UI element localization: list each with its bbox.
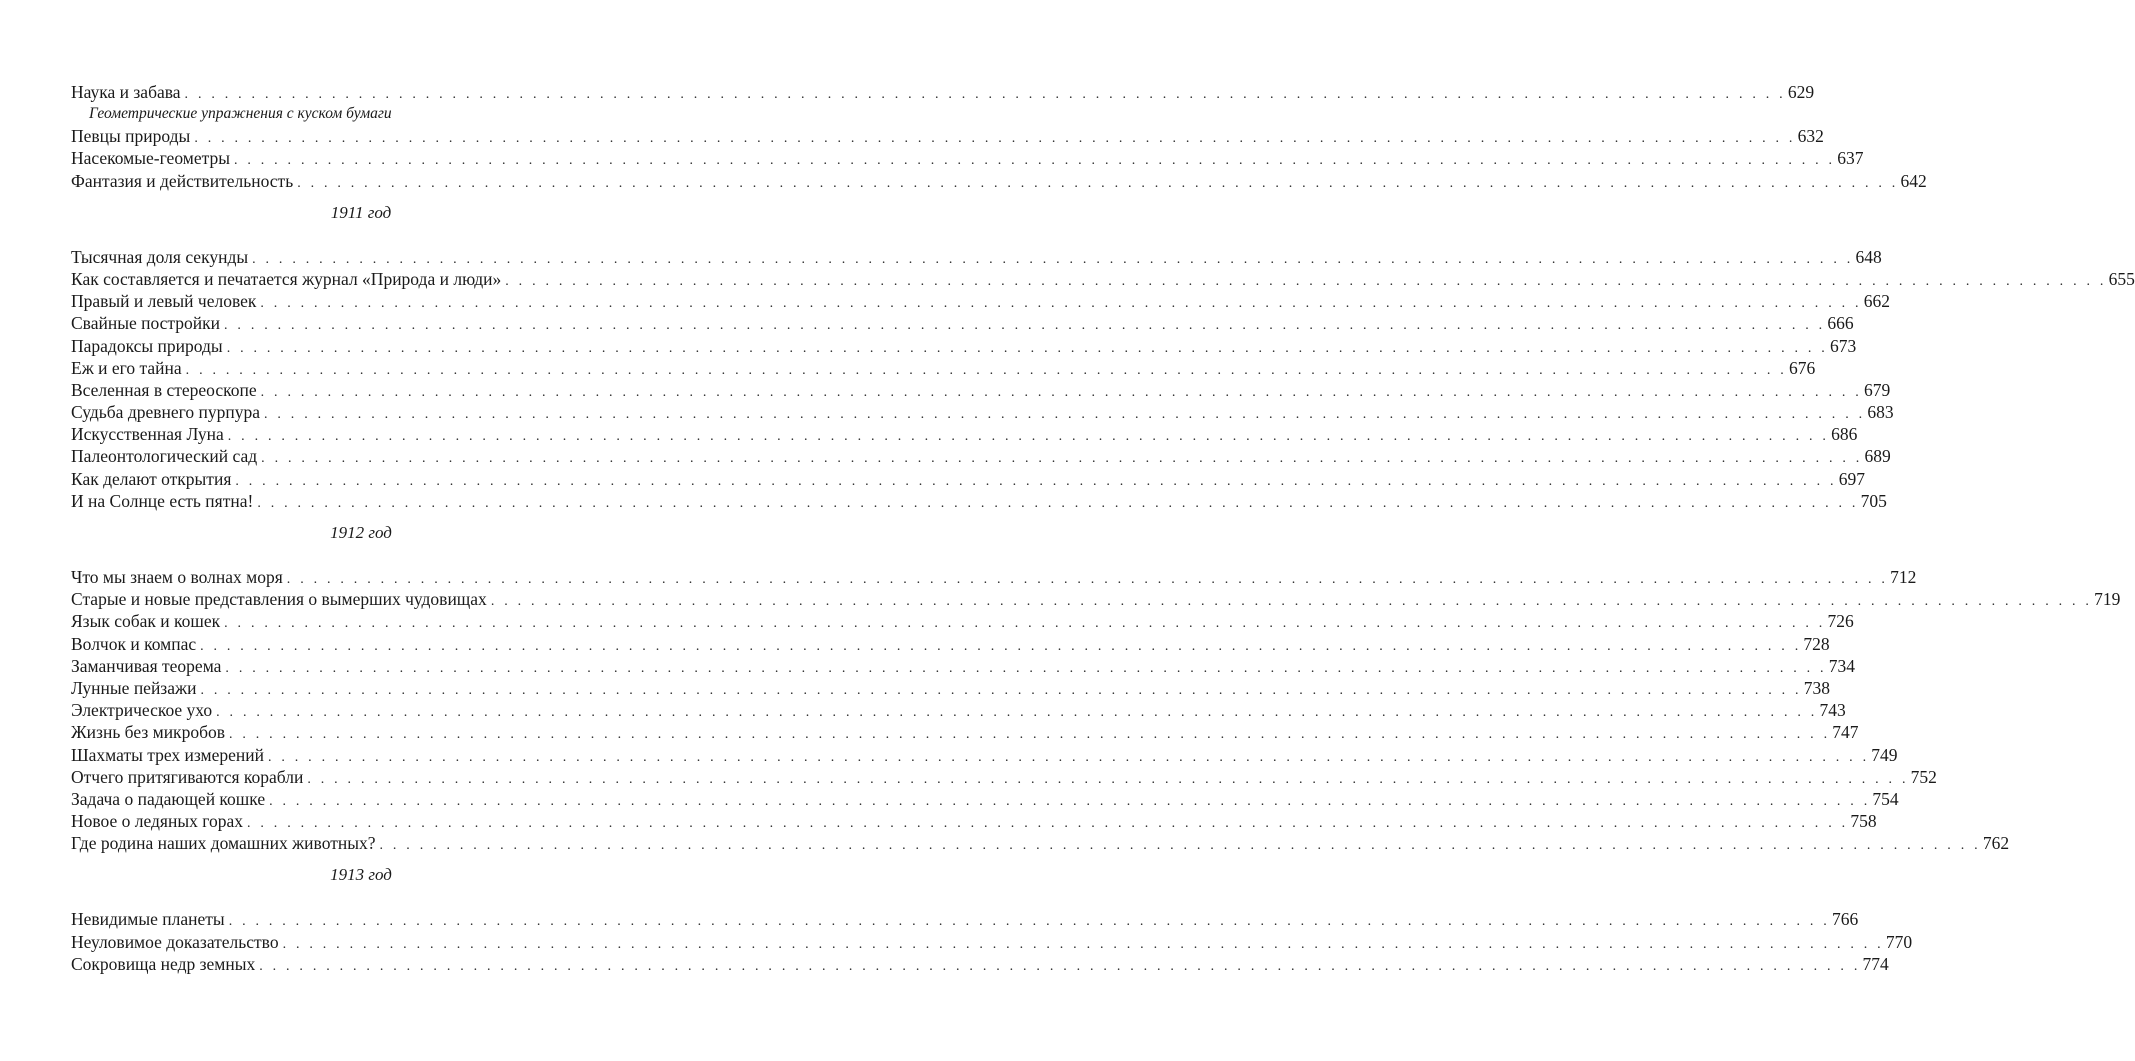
toc-section xyxy=(71,81,1927,192)
dot-leader: . . . . . . . . . . . . . . . . . . . . . . . . . . . . . . . . . . . . . . . . . . . . . . . . . . . . . . . . . . . . . . . . . . . . . . . . . . . . . . . . . . . . . . . . . . . . . . . . . . . . . . . . . . . . . . . . . . . . . . . . xyxy=(226,340,1828,356)
dot-leader: . . . . . . . . . . . . . . . . . . . . . . . . . . . . . . . . . . . . . . . . . . . . . . . . . . . . . . . . . . . . . . . . . . . . . . . . . . . . . . . . . . . . . . . . . . . . . . . . . . . . . . . . . . . . . . . . . . . . . . . . xyxy=(286,572,1889,587)
entry-page-number: 762 xyxy=(1982,833,2010,854)
entry-title: Певцы природы xyxy=(71,126,191,147)
dot-leader: . . . . . . . . . . . . . . . . . . . . . . . . . . . . . . . . . . . . . . . . . . . . . . . . . . . . . . . . . . . . . . . . . . . . . . . . . . . . . . . . . . . . . . . . . . . . . . . . . . . . . . . . . . . . . . . . . . . . . . . . xyxy=(225,660,1827,676)
entry-title: Сокровища недр земных xyxy=(71,953,256,974)
toc-entry[interactable] xyxy=(71,290,1890,312)
entry-title: Парадоксы природы xyxy=(71,335,223,356)
entry-title: Невидимые планеты xyxy=(71,909,225,930)
entry-page-number: 726 xyxy=(1827,611,1854,632)
dot-leader: . . . . . . . . . . . . . . . . . . . . . . . . . . . . . . . . . . . . . . . . . . . . . . . . . . . . . . . . . . . . . . . . . . . . . . . . . . . . . . . . . . . . . . . . . . . . . . . . . . . . . . . . . . . . . . . . . . . . . . . . xyxy=(216,705,1818,721)
toc-entry[interactable] xyxy=(71,908,1859,930)
entry-title: Вселенная в стереоскопе xyxy=(71,379,257,400)
toc-entry[interactable] xyxy=(71,633,1830,655)
toc-entry[interactable] xyxy=(71,268,2135,290)
entry-title: Наука и забава xyxy=(71,82,181,102)
entry-page-number: 632 xyxy=(1797,126,1824,147)
entry-title: Как составляется и печатается журнал «Природа и люди» xyxy=(71,268,502,289)
entry-page-number: 637 xyxy=(1837,148,1864,169)
entry-page-number: 705 xyxy=(1860,490,1887,511)
dot-leader: . . . . . . . . . . . . . . . . . . . . . . . . . . . . . . . . . . . . . . . . . . . . . . . . . . . . . . . . . . . . . . . . . . . . . . . . . . . . . . . . . . . . . . . . . . . . . . . . . . . . . . . . . . . . . . . . . . . . . . . . xyxy=(257,495,1859,511)
entry-page-number: 666 xyxy=(1827,313,1854,334)
dot-leader: . . . . . . . . . . . . . . . . . . . . . . . . . . . . . . . . . . . . . . . . . . . . . . . . . . . . . . . . . . . . . . . . . . . . . . . . . . . . . . . . . . . . . . . . . . . . . . . . . . . . . . . . . . . . . . . . . . . . . . . . xyxy=(297,175,1899,191)
year-heading: 1912 год xyxy=(330,523,392,542)
entry-page-number: 683 xyxy=(1867,402,1894,423)
entry-page-number: 686 xyxy=(1831,424,1858,445)
toc-entry[interactable] xyxy=(71,445,1891,467)
entry-page-number: 673 xyxy=(1830,335,1857,356)
entry-title: Тысячная доля секунды xyxy=(71,246,249,267)
dot-leader: . . . . . . . . . . . . . . . . . . . . . . . . . . . . . . . . . . . . . . . . . . . . . . . . . . . . . . . . . . . . . . . . . . . . . . . . . . . . . . . . . . . . . . . . . . . . . . . . . . . . . . . . . . . . . . . . . . . . . . . . xyxy=(227,429,1830,445)
entry-page-number: 770 xyxy=(1885,931,1913,952)
dot-leader: . . . . . . . . . . . . . . . . . . . . . . . . . . . . . . . . . . . . . . . . . . . . . . . . . . . . . . . . . . . . . . . . . . . . . . . . . . . . . . . . . . . . . . . . . . . . . . . . . . . . . . . . . . . . . . . . . . . . . . . . xyxy=(505,273,2107,289)
entry-title: Что мы знаем о волнах моря xyxy=(71,567,283,587)
toc-entry[interactable] xyxy=(71,810,1877,832)
entry-title: Искусственная Луна xyxy=(71,424,224,445)
entry-title: Насекомые-геометры xyxy=(71,148,230,169)
dot-leader: . . . . . . . . . . . . . . . . . . . . . . . . . . . . . . . . . . . . . . . . . . . . . . . . . . . . . . . . . . . . . . . . . . . . . . . . . . . . . . . . . . . . . . . . . . . . . . . . . . . . . . . . . . . . . . . . . . . . . . . . xyxy=(307,771,1909,787)
toc-entry[interactable] xyxy=(71,335,1857,357)
dot-leader: . . . . . . . . . . . . . . . . . . . . . . . . . . . . . . . . . . . . . . . . . . . . . . . . . . . . . . . . . . . . . . . . . . . . . . . . . . . . . . . . . . . . . . . . . . . . . . . . . . . . . . . . . . . . . . . . . . . . . . . . xyxy=(269,793,1871,809)
entry-page-number: 743 xyxy=(1819,700,1846,721)
entry-page-number: 758 xyxy=(1850,811,1877,832)
entry-page-number: 689 xyxy=(1864,446,1891,467)
entry-page-number: 655 xyxy=(2108,268,2135,289)
dot-leader: . . . . . . . . . . . . . . . . . . . . . . . . . . . . . . . . . . . . . . . . . . . . . . . . . . . . . . . . . . . . . . . . . . . . . . . . . . . . . . . . . . . . . . . . . . . . . . . . . . . . . . . . . . . . . . . . . . . . . . . . xyxy=(264,407,1866,423)
entry-title: Жизнь без микробов xyxy=(71,722,225,743)
dot-leader: . . . . . . . . . . . . . . . . . . . . . . . . . . . . . . . . . . . . . . . . . . . . . . . . . . . . . . . . . . . . . . . . . . . . . . . . . . . . . . . . . . . . . . . . . . . . . . . . . . . . . . . . . . . . . . . . . . . . . . . . xyxy=(260,384,1862,400)
dot-leader: . . . . . . . . . . . . . . . . . . . . . . . . . . . . . . . . . . . . . . . . . . . . . . . . . . . . . . . . . . . . . . . . . . . . . . . . . . . . . . . . . . . . . . . . . . . . . . . . . . . . . . . . . . . . . . . . . . . . . . . . xyxy=(184,87,1786,102)
dot-leader: . . . . . . . . . . . . . . . . . . . . . . . . . . . . . . . . . . . . . . . . . . . . . . . . . . . . . . . . . . . . . . . . . . . . . . . . . . . . . . . . . . . . . . . . . . . . . . . . . . . . . . . . . . . . . . . . . . . . . . . . xyxy=(224,318,1826,334)
toc-entry[interactable] xyxy=(71,423,1858,445)
dot-leader: . . . . . . . . . . . . . . . . . . . . . . . . . . . . . . . . . . . . . . . . . . . . . . . . . . . . . . . . . . . . . . . . . . . . . . . . . . . . . . . . . . . . . . . . . . . . . . . . . . . . . . . . . . . . . . . . . . . . . . . . xyxy=(200,682,1802,698)
entry-page-number: 662 xyxy=(1863,291,1890,312)
toc-entry[interactable] xyxy=(71,401,1894,423)
entry-page-number: 712 xyxy=(1890,567,1917,587)
entry-page-number: 752 xyxy=(1910,766,1937,787)
entry-title: Палеонтологический сад xyxy=(71,446,258,467)
dot-leader: . . . . . . . . . . . . . . . . . . . . . . . . . . . . . . . . . . . . . . . . . . . . . . . . . . . . . . . . . . . . . . . . . . . . . . . . . . . . . . . . . . . . . . . . . . . . . . . . . . . . . . . . . . . . . . . . . . . . . . . . xyxy=(224,616,1826,632)
entry-title: Заманчивая теорема xyxy=(71,655,222,676)
dot-leader: . . . . . . . . . . . . . . . . . . . . . . . . . . . . . . . . . . . . . . . . . . . . . . . . . . . . . . . . . . . . . . . . . . . . . . . . . . . . . . . . . . . . . . . . . . . . . . . . . . . . . . . . . . . . . . . . . . . . . . . . xyxy=(194,131,1796,147)
entry-title: Правый и левый человек xyxy=(71,291,257,312)
toc-entry[interactable] xyxy=(71,312,1854,334)
dot-leader: . . . . . . . . . . . . . . . . . . . . . . . . . . . . . . . . . . . . . . . . . . . . . . . . . . . . . . . . . . . . . . . . . . . . . . . . . . . . . . . . . . . . . . . . . . . . . . . . . . . . . . . . . . . . . . . . . . . . . . . . xyxy=(252,251,1854,267)
entry-page-number: 719 xyxy=(2094,589,2121,610)
dot-leader: . . . . . . . . . . . . . . . . . . . . . . . . . . . . . . . . . . . . . . . . . . . . . . . . . . . . . . . . . . . . . . . . . . . . . . . . . . . . . . . . . . . . . . . . . . . . . . . . . . . . . . . . . . . . . . . . . . . . . . . . xyxy=(259,958,1861,974)
entry-page-number: 642 xyxy=(1900,170,1927,191)
entry-page-number: 728 xyxy=(1803,633,1830,654)
toc-entry[interactable] xyxy=(71,610,1854,632)
dot-leader: . . . . . . . . . . . . . . . . . . . . . . . . . . . . . . . . . . . . . . . . . . . . . . . . . . . . . . . . . . . . . . . . . . . . . . . . . . . . . . . . . . . . . . . . . . . . . . . . . . . . . . . . . . . . . . . . . . . . . . . . xyxy=(200,638,1802,654)
entry-page-number: 648 xyxy=(1855,246,1882,267)
entry-title: Электрическое ухо xyxy=(71,700,213,721)
entry-title: Волчок и компас xyxy=(71,633,197,654)
dot-leader: . . . . . . . . . . . . . . . . . . . . . . . . . . . . . . . . . . . . . . . . . . . . . . . . . . . . . . . . . . . . . . . . . . . . . . . . . . . . . . . . . . . . . . . . . . . . . . . . . . . . . . . . . . . . . . . . . . . . . . . . xyxy=(228,914,1830,930)
toc-entry[interactable] xyxy=(71,721,1859,743)
toc-entry[interactable] xyxy=(71,125,1824,147)
dot-leader: . . . . . . . . . . . . . . . . . . . . . . . . . . . . . . . . . . . . . . . . . . . . . . . . . . . . . . . . . . . . . . . . . . . . . . . . . . . . . . . . . . . . . . . . . . . . . . . . . . . . . . . . . . . . . . . . . . . . . . . . xyxy=(228,727,1831,743)
toc-entry[interactable] xyxy=(71,490,1887,512)
entry-title: Фантазия и действительность xyxy=(71,170,294,191)
dot-leader: . . . . . . . . . . . . . . . . . . . . . . . . . . . . . . . . . . . . . . . . . . . . . . . . . . . . . . . . . . . . . . . . . . . . . . . . . . . . . . . . . . . . . . . . . . . . . . . . . . . . . . . . . . . . . . . . . . . . . . . . xyxy=(185,362,1787,378)
dot-leader: . . . . . . . . . . . . . . . . . . . . . . . . . . . . . . . . . . . . . . . . . . . . . . . . . . . . . . . . . . . . . . . . . . . . . . . . . . . . . . . . . . . . . . . . . . . . . . . . . . . . . . . . . . . . . . . . . . . . . . . . xyxy=(247,816,1849,832)
toc-entry[interactable] xyxy=(71,566,1917,588)
toc-entry[interactable] xyxy=(71,379,1891,401)
entry-page-number: 774 xyxy=(1862,953,1889,974)
table-of-contents xyxy=(71,81,2135,975)
dot-leader: . . . . . . . . . . . . . . . . . . . . . . . . . . . . . . . . . . . . . . . . . . . . . . . . . . . . . . . . . . . . . . . . . . . . . . . . . . . . . . . . . . . . . . . . . . . . . . . . . . . . . . . . . . . . . . . . . . . . . . . . xyxy=(235,473,1837,489)
dot-leader: . . . . . . . . . . . . . . . . . . . . . . . . . . . . . . . . . . . . . . . . . . . . . . . . . . . . . . . . . . . . . . . . . . . . . . . . . . . . . . . . . . . . . . . . . . . . . . . . . . . . . . . . . . . . . . . . . . . . . . . . xyxy=(379,838,1981,854)
entry-page-number: 679 xyxy=(1863,379,1891,400)
dot-leader: . . . . . . . . . . . . . . . . . . . . . . . . . . . . . . . . . . . . . . . . . . . . . . . . . . . . . . . . . . . . . . . . . . . . . . . . . . . . . . . . . . . . . . . . . . . . . . . . . . . . . . . . . . . . . . . . . . . . . . . . xyxy=(267,749,1870,765)
entry-page-number: 747 xyxy=(1832,722,1859,743)
toc-entry[interactable] xyxy=(71,246,1882,268)
entry-title: Задача о падающей кошке xyxy=(71,788,266,809)
toc-entry[interactable] xyxy=(71,931,1913,953)
entry-title: Новое о ледяных горах xyxy=(71,811,243,832)
dot-leader: . . . . . . . . . . . . . . . . . . . . . . . . . . . . . . . . . . . . . . . . . . . . . . . . . . . . . . . . . . . . . . . . . . . . . . . . . . . . . . . . . . . . . . . . . . . . . . . . . . . . . . . . . . . . . . . . . . . . . . . . xyxy=(261,451,1863,467)
entry-title: Свайные постройки xyxy=(71,313,221,334)
toc-entry[interactable] xyxy=(71,788,1899,810)
toc-entry[interactable] xyxy=(71,699,1846,721)
toc-entry[interactable] xyxy=(71,953,1889,975)
toc-section xyxy=(71,512,2121,854)
entry-title: Неуловимое доказательство xyxy=(71,931,279,952)
toc-entry[interactable] xyxy=(71,147,1864,169)
entry-page-number: 629 xyxy=(1787,82,1815,102)
entry-title: Как делают открытия xyxy=(71,468,232,489)
entry-title: Судьба древнего пурпура xyxy=(71,402,260,423)
toc-entry[interactable] xyxy=(71,744,1898,766)
dot-leader: . . . . . . . . . . . . . . . . . . . . . . . . . . . . . . . . . . . . . . . . . . . . . . . . . . . . . . . . . . . . . . . . . . . . . . . . . . . . . . . . . . . . . . . . . . . . . . . . . . . . . . . . . . . . . . . . . . . . . . . . xyxy=(260,296,1862,312)
dot-leader: . . . . . . . . . . . . . . . . . . . . . . . . . . . . . . . . . . . . . . . . . . . . . . . . . . . . . . . . . . . . . . . . . . . . . . . . . . . . . . . . . . . . . . . . . . . . . . . . . . . . . . . . . . . . . . . . . . . . . . . . xyxy=(282,936,1884,952)
dot-leader: . . . . . . . . . . . . . . . . . . . . . . . . . . . . . . . . . . . . . . . . . . . . . . . . . . . . . . . . . . . . . . . . . . . . . . . . . . . . . . . . . . . . . . . . . . . . . . . . . . . . . . . . . . . . . . . . . . . . . . . . xyxy=(233,153,1836,169)
year-heading: 1911 год xyxy=(330,202,392,222)
entry-title: Где родина наших домашних животных? xyxy=(71,833,376,854)
entry-title: Лунные пейзажи xyxy=(71,677,197,698)
entry-page-number: 676 xyxy=(1788,357,1816,378)
entry-title: Шахматы трех измерений xyxy=(71,744,264,765)
entry-title: Старые и новые представления о вымерших чудовищах xyxy=(71,589,487,610)
entry-page-number: 766 xyxy=(1832,909,1859,930)
entry-title: Отчего притягиваются корабли xyxy=(71,766,304,787)
toc-entry[interactable] xyxy=(71,588,2121,610)
entry-title: И на Солнце есть пятна! xyxy=(71,490,254,511)
entry-title: Язык собак и кошек xyxy=(71,611,221,632)
entry-page-number: 754 xyxy=(1872,788,1899,809)
toc-entry[interactable] xyxy=(71,832,2010,854)
toc-section xyxy=(71,192,2135,512)
year-heading: 1913 год xyxy=(330,865,392,885)
toc-entry[interactable] xyxy=(71,677,1831,699)
toc-entry[interactable] xyxy=(71,766,1937,788)
entry-page-number: 697 xyxy=(1838,468,1865,489)
toc-section xyxy=(71,854,1913,975)
entry-subtitle: Геометрические упражнения с куском бумаги xyxy=(89,105,392,123)
dot-leader: . . . . . . . . . . . . . . . . . . . . . . . . . . . . . . . . . . . . . . . . . . . . . . . . . . . . . . . . . . . . . . . . . . . . . . . . . . . . . . . . . . . . . . . . . . . . . . . . . . . . . . . . . . . . . . . . . . . . . . . . xyxy=(490,594,2093,610)
entry-page-number: 749 xyxy=(1871,744,1898,765)
toc-entry[interactable] xyxy=(71,170,1927,192)
toc-entry[interactable] xyxy=(71,81,1815,103)
entry-title: Еж и его тайна xyxy=(71,357,182,378)
toc-entry[interactable] xyxy=(71,655,1855,677)
entry-page-number: 734 xyxy=(1828,655,1855,676)
toc-entry[interactable] xyxy=(71,468,1865,490)
toc-entry[interactable] xyxy=(71,357,1816,379)
entry-page-number: 738 xyxy=(1803,677,1831,698)
